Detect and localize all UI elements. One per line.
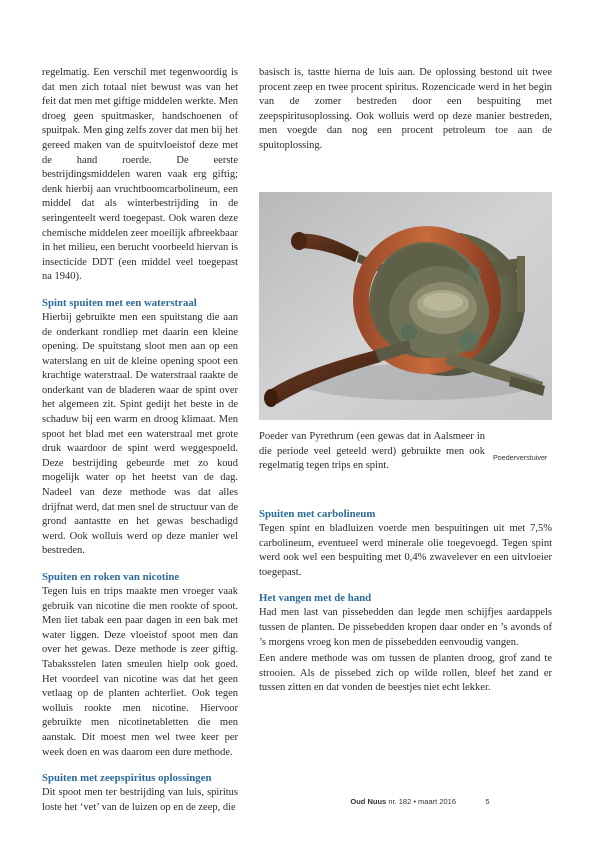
paragraph: Hierbij gebruikte men een spuitstang die aan de onderkant rondliep met daarin een kleine opening. De spuitstang sloot men aan op een waterslang en uit de kleine opening spoot een krachtige waterstraal. De waterstraal raakte de onderkant van de bladeren waar de spint over het algemeen zit. Spint gedijt het beste in de schaduw bij een warm en droog klimaat. Men spoot het blad met een waterstraal met grote druk waardoor de spint werd weggespoeld. Deze bestrijding gebeurde met zo koud mogelijk water op het heetst van de dag. Nadeel van deze methode was dat alles drijfnat werd, dat men snel de structuur van de grond aantastte en het gewas beschadigd werd. Ook wolluis werd op deze manier wel bestreden.	[42, 311, 238, 557]
page-number: 5	[485, 797, 490, 806]
powder-duster-photo	[259, 192, 552, 420]
photo-side-caption: Poederverstuiver	[493, 453, 548, 462]
magazine-title: Oud Nuus	[350, 797, 387, 806]
right-column-bottom	[259, 507, 552, 696]
paragraph: Tegen spint en bladluizen voerde men bespuitingen uit met 7,5% carbolineum, eventueel werd minerale olie toegevoegd. Tegen spint werd ook wel een bespuiting met 0,4% zwavelever en een uitvloeier toegepast.	[259, 523, 552, 578]
paragraph: Had men last van pissebedden dan legde men schijfjes aardappels tussen de planten. De pissebedden kropen daar onder en ’s avonds of ’s morgens vroeg kon men de pissebedden eenvoudig vangen.	[259, 607, 552, 648]
left-column	[42, 66, 238, 815]
paragraph: regelmatig. Een verschil met tegenwoordig is dat men zich totaal niet bewust was van het feit dat men met giftige middelen werkte. Men droeg geen spuitmasker, handschoenen of spuitpak. Men ging zelfs zover dat men bij het gereed maken van de spuitvloeistof deze met de hand roerde. De eerste bestrijdingsmiddelen waren vaak erg giftig; denk hierbij aan vruchtboomcarbolineum, een middel dat als winterbestrijding in de seringenteelt werd toegepast. Ook waren deze chemische middelen zeer moeilijk afbreekbaar in het milieu, een berucht voorbeeld hiervan is insecticide DDT (een middel veel toegepast na 1940).	[42, 67, 238, 283]
paragraph: Een andere methode was om tussen de planten droog, grof zand te strooien. Als de pissebed zich op wilde rollen, bleef het zand er tussen zitten en dat vonden de beestjes niet echt lekker.	[259, 653, 552, 694]
section-heading: Spuiten met carbolineum	[259, 508, 376, 520]
page-footer	[350, 797, 490, 806]
section-heading: Spuiten en roken van nicotine	[42, 571, 180, 583]
paragraph: Dit spoot men ter bestrijding van luis, spiritus loste het ‘vet’ van de luizen op en de zeep, die	[42, 787, 238, 813]
section-heading: Spuiten met zeepspiritus oplossingen	[42, 772, 212, 785]
section-heading: Het vangen met de hand	[259, 592, 372, 605]
right-column-top	[259, 66, 552, 154]
section-heading: Spint spuiten met een waterstraal	[42, 296, 197, 309]
paragraph: basisch is, tastte hierna de luis aan. De oplossing bestond uit twee procent zeep en twee procent spiritus. Rozencicade werd in het begin van de zomer bestreden door een bespuiting met zeepspiritusoplossing. Ook wolluis werd op deze manier bestreden, men voegde dan nog een procent petroleum toe aan de spuitoplossing.	[259, 67, 552, 151]
issue-info: nr. 182 • maart 2016	[388, 797, 456, 806]
paragraph: Tegen luis en trips maakte men vroeger vaak gebruik van nicotine die men rookte of spoot. Men liet tabak een paar dagen in een bak met water liggen. Deze vloeistof spoot men dan over het gewas. Deze methode is zeer giftig. Tabaksstelen laten smeulen hielp ook goed. Het voordeel van nicotine was dat het geen vetlaag op de planten achterliet. Ook tegen wolluis rookte men nicotine. Hiervoor gebruikte men nicotinetabletten die men aanstak. Dit moest men wel twee keer per week doen en was daarom een dure methode.	[42, 586, 238, 758]
photo-caption: Poeder van Pyrethrum (een gewas dat in Aalsmeer in die periode veel geteeld werd) gebruikte men ook regelmatig tegen trips en spint.	[259, 431, 485, 472]
